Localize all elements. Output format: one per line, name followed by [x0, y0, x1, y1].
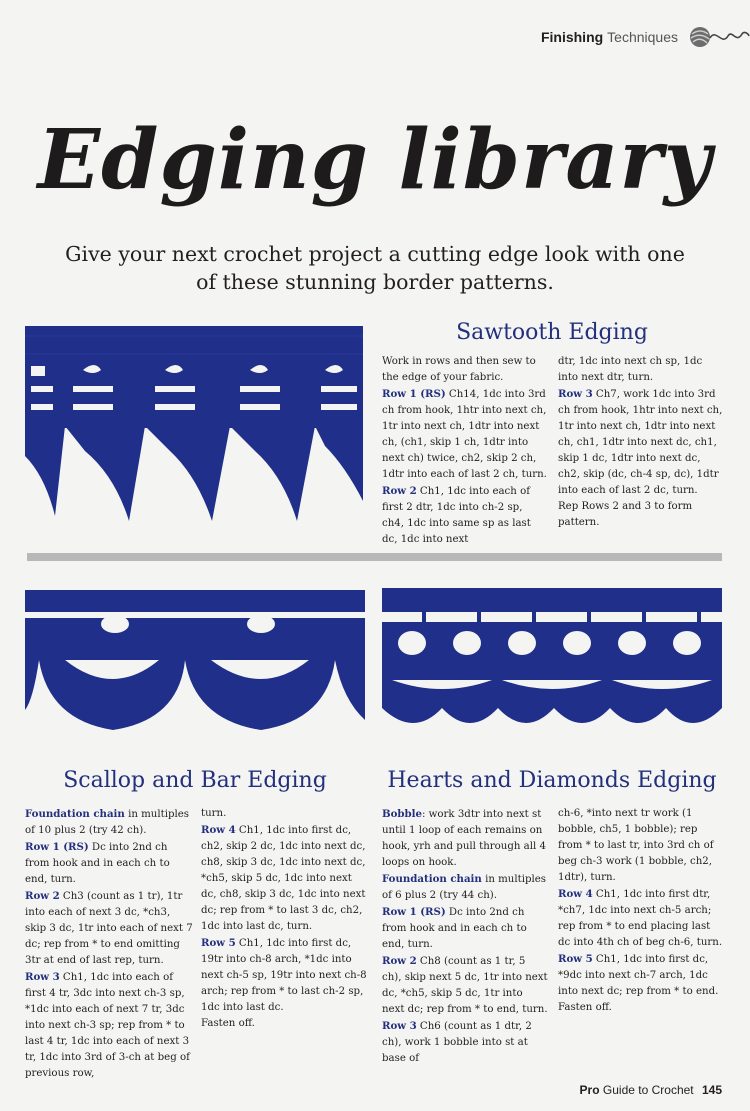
instruction: Foundation chain in multiples of 10 plus 2 (try 42 ch).: [25, 808, 189, 836]
instruction: turn.: [201, 808, 227, 819]
scallop-swatch-image: [25, 590, 365, 750]
instruction: Fasten off.: [201, 1018, 255, 1029]
sawtooth-swatch-image: [25, 326, 363, 526]
instruction: Row 4 Ch1, 1dc into first dtr, *ch7, 1dc into next ch-5 arch; rep from * to end placing last dc into 4th ch of beg ch-6, turn.: [558, 888, 723, 948]
footer-guide: Guide to Crochet: [602, 1083, 694, 1097]
instruction: Row 5 Ch1, 1dc into first dc, *9dc into next ch-7 arch, 1dc into next dc; rep from * to end.: [558, 953, 719, 997]
footer-brand: Pro: [579, 1083, 600, 1097]
instruction: Fasten off.: [558, 1002, 612, 1013]
page-title: Edging library: [37, 112, 713, 208]
hearts-swatch-image: [382, 588, 722, 748]
section-divider: [27, 553, 722, 561]
instruction: ch-6, *into next tr work (1 bobble, ch5, 1 bobble); rep from * to last tr, into 3rd ch of beg ch-3 work (1 bobble, ch2, 1dtr), turn.: [558, 808, 714, 883]
page-footer: [580, 1083, 722, 1097]
instruction: Row 3 Ch1, 1dc into each of first 4 tr, 3dc into next ch-3 sp, *1dc into each of next 7 tr, 3dc into next ch-3 sp; rep from * to last 4 tr, 1dc into each of next 3 tr, 1dc into 3rd of 3-ch at beg of previous row,: [25, 971, 190, 1079]
page-number: 145: [701, 1083, 722, 1097]
instruction: Row 5 Ch1, 1dc into first dc, 19tr into ch-8 arch, *1dc into next ch-5 sp, 19tr into next ch-8 arch; rep from * to last ch-2 sp, 1dc into last dc.: [201, 937, 367, 1013]
header-subsection: Techniques: [607, 29, 678, 45]
instruction: Row 4 Ch1, 1dc into first dc, ch2, skip 2 dc, 1dc into next dc, ch8, skip 3 dc, 1dc into next dc, *ch5, skip 5 dc, 1dc into next dc, ch8, skip 3 dc, 1dc into next dc; rep from * to last 3 dc, ch2, 1dc into last dc, turn.: [201, 824, 366, 932]
hearts-col-2: [558, 806, 724, 1016]
header-section: Finishing: [540, 29, 604, 45]
scallop-col-1: [25, 806, 193, 1082]
sawtooth-col-1: [382, 354, 547, 548]
scallop-title: Scallop and Bar Edging: [63, 768, 327, 793]
instruction: Row 2 Ch1, 1dc into each of first 2 dtr, 1dc into ch-2 sp, ch4, 1dc into same sp as last dc, 1dc into next: [382, 485, 531, 545]
hearts-col-1: [382, 806, 548, 1067]
hearts-title: Hearts and Diamonds Edging: [387, 768, 717, 793]
instruction: Bobble: work 3dtr into next st until 1 loop of each remains on hook, yrh and pull through all 4 loops on hook.: [382, 808, 546, 868]
instruction: Row 1 (RS) Dc into 2nd ch from hook and in each ch to end, turn.: [382, 906, 527, 950]
instruction: Foundation chain in multiples of 6 plus 2 (try 44 ch).: [382, 873, 546, 901]
instruction: dtr, 1dc into next ch sp, 1dc into next dtr, turn.: [558, 356, 703, 383]
instruction: Row 1 (RS) Ch14, 1dc into 3rd ch from hook, 1htr into next ch, 1tr into next ch, 1dtr into next ch, (ch1, skip 1 ch, 1dtr into next ch) twice, ch2, skip 2 ch, 1dtr into each of last 2 ch, turn.: [382, 388, 547, 480]
sawtooth-title: Sawtooth Edging: [456, 320, 648, 345]
instruction: Row 2 Ch8 (count as 1 tr, 5 ch), skip next 5 dc, 1tr into next dc, *ch5, skip 5 dc, 1tr into next dc; rep from * to end, turn.: [382, 955, 548, 1015]
running-header: [541, 24, 750, 50]
instruction: Row 1 (RS) Dc into 2nd ch from hook and in each ch to end, turn.: [25, 841, 170, 885]
instruction: Work in rows and then sew to the edge of your fabric.: [382, 356, 536, 383]
instruction: Row 2 Ch3 (count as 1 tr), 1tr into each of next 3 dc, *ch3, skip 3 dc, 1tr into each of next 7 dc; rep from * to end omitting 3tr at end of last rep, turn.: [25, 890, 193, 966]
intro-text: Give your next crochet project a cutting edge look with one of these stunning border patterns.: [65, 242, 685, 294]
scallop-col-2: [201, 806, 367, 1032]
instruction: Row 3 Ch7, work 1dc into 3rd ch from hook, 1htr into next ch, 1tr into next ch, 1dtr into next ch, ch1, 1dtr into next dc, ch1, skip 1 dc, 1dtr into next dc, ch2, skip (dc, ch-4 sp, dc), 1dtr into each of last 2 dc, turn.: [558, 388, 723, 496]
instruction: Row 3 Ch6 (count as 1 dtr, 2 ch), work 1 bobble into st at base of: [382, 1020, 532, 1064]
yarn-ball-icon: [688, 24, 750, 50]
sawtooth-col-2: [558, 354, 724, 531]
instruction: Rep Rows 2 and 3 to form pattern.: [558, 501, 693, 528]
